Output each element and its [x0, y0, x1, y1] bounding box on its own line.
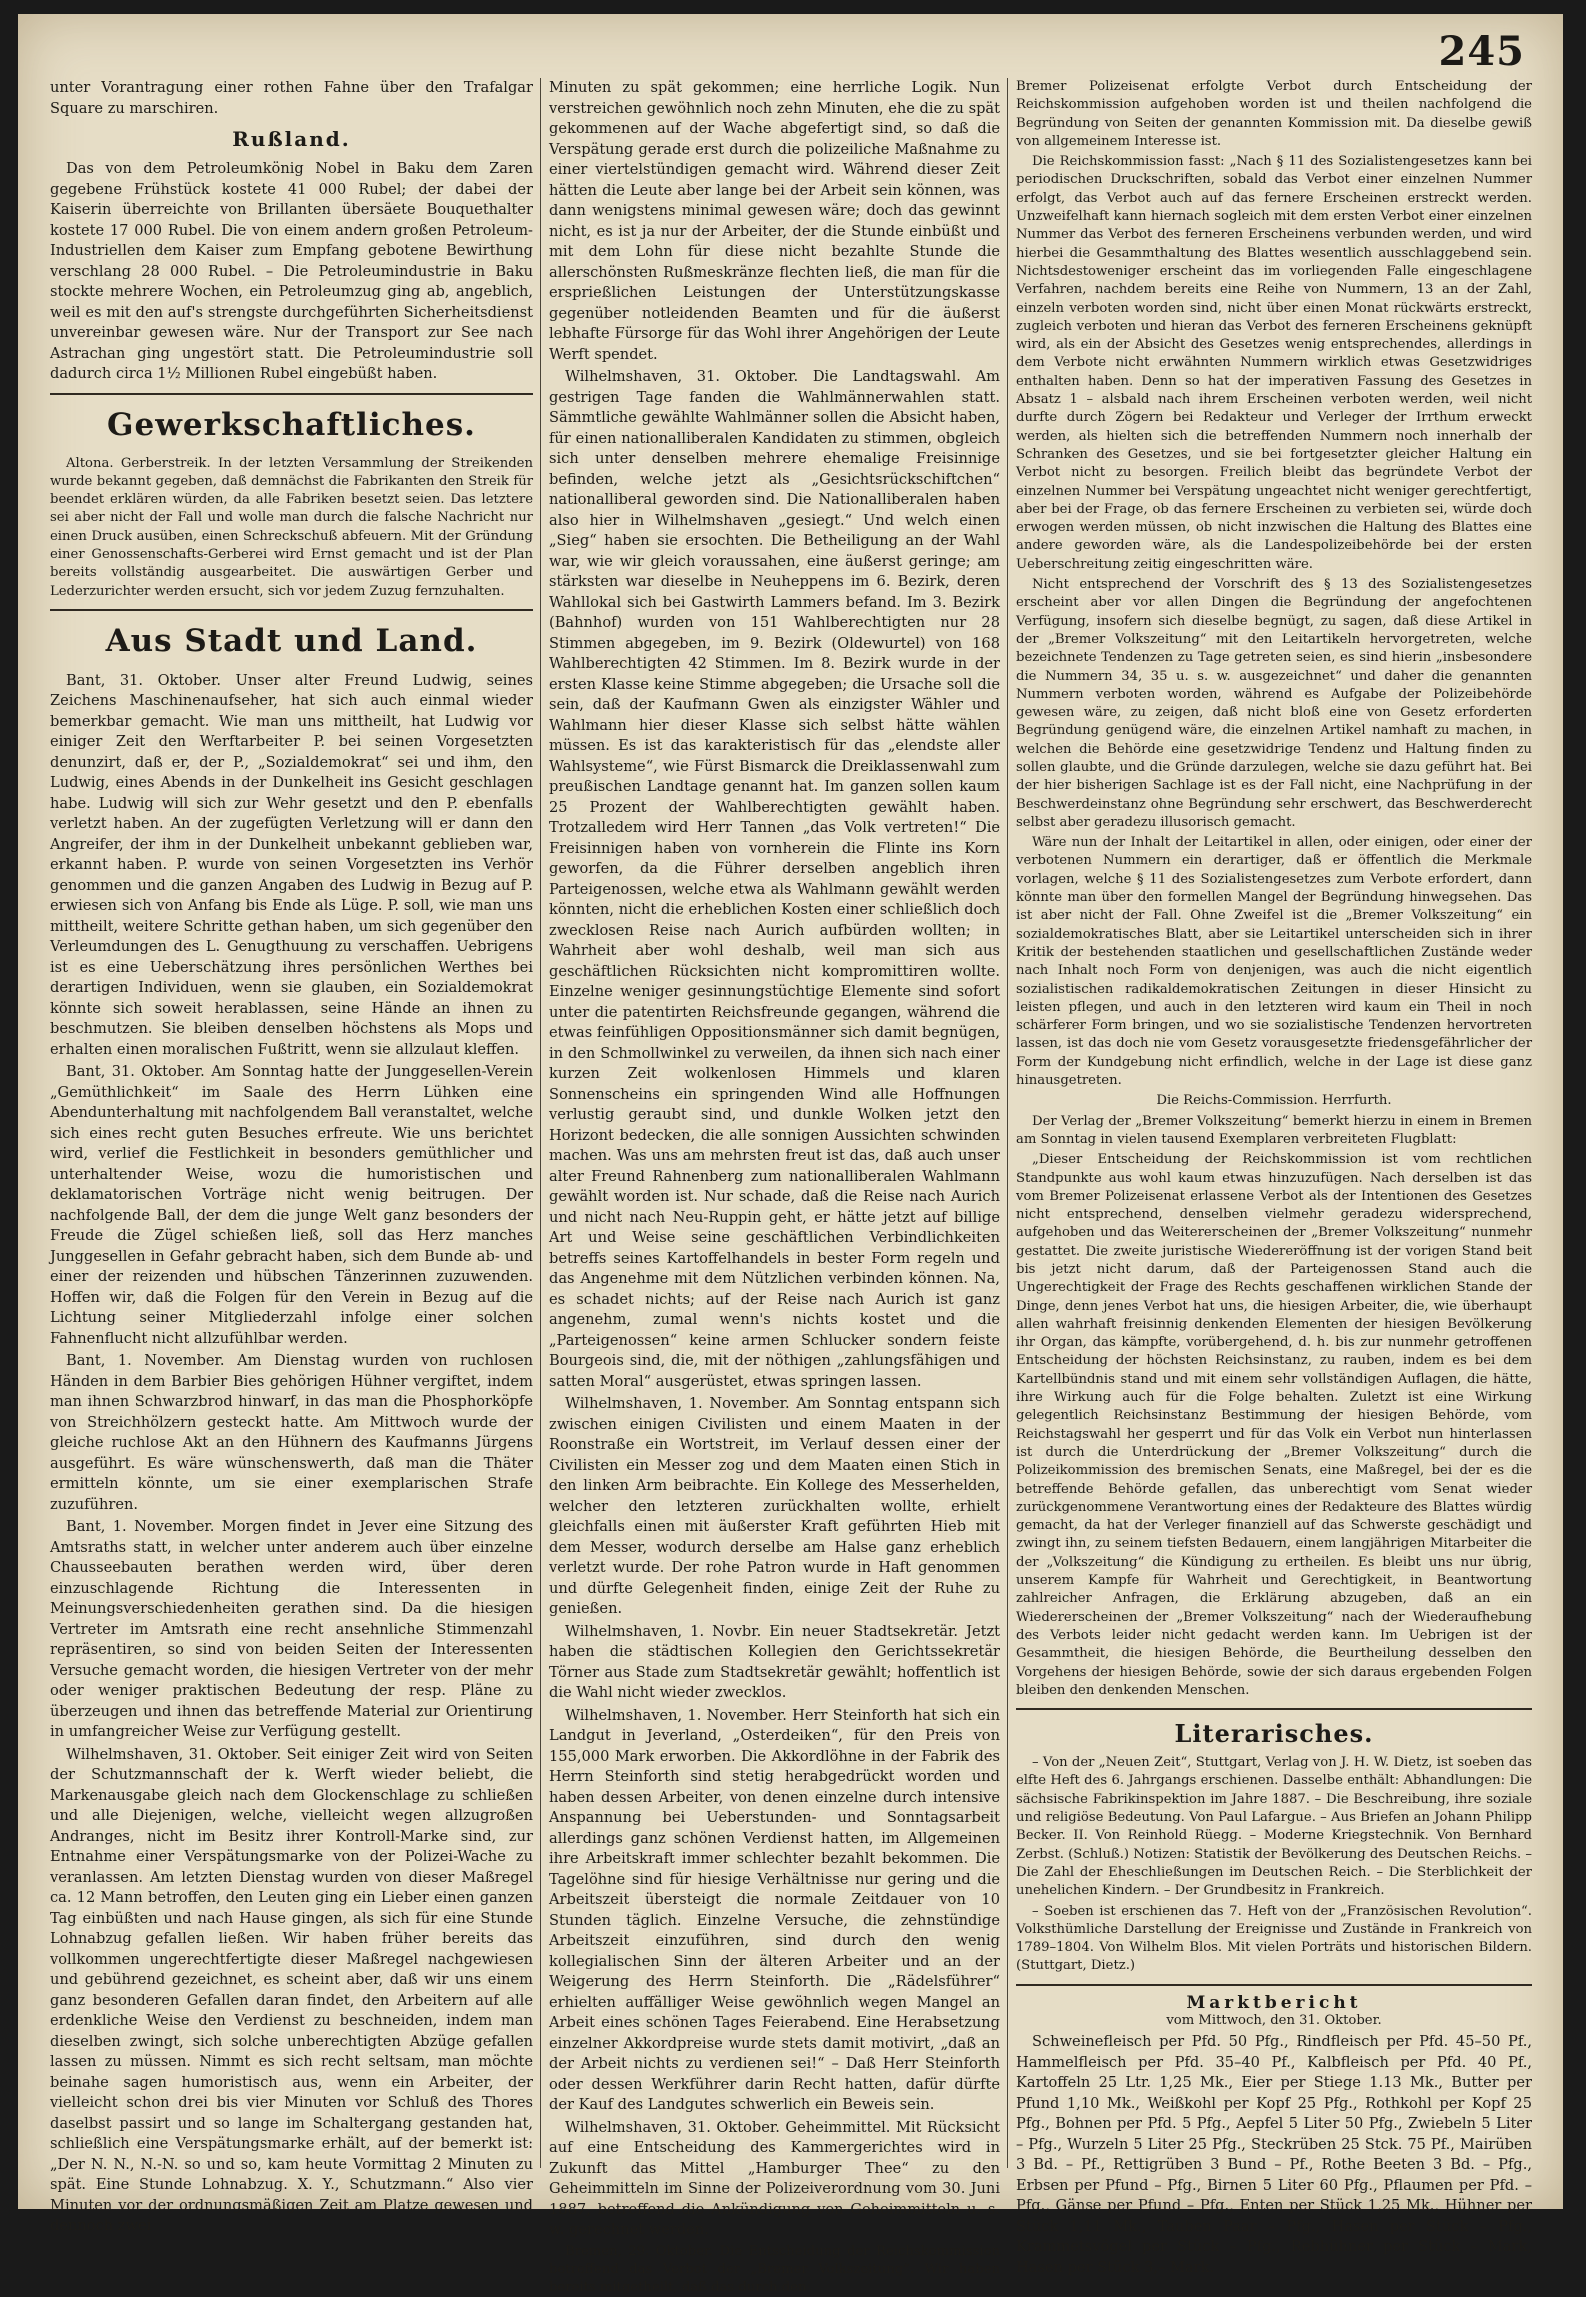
article-continuation: Minuten zu spät gekommen; eine herrliche Logik. Nun verstreichen gewöhnlich noch zehn Minuten, ehe die zu spät gekommenen auf der Wache abgefertigt sind, so daß die Verspätung gerade erst durch die polizeiliche Maßnahme zu einer viertelstündigen gemacht wird. Während dieser Zeit hätten die Leute aber lange bei der Arbeit sein können, was dann wenigstens minimal gewesen wäre; doch das gewinnt nicht, es ist ja nur der Arbeiter, der die Stunde einbüßt und mit dem Lohn für diese nicht bezahlte Stunde die allerschönsten Rußmeskränze flechten ließ, die man für die ersprießlichen Leistungen der Unterstützungskasse gegenüber notleidenden Beamten und für die äußerst lebhafte Fürsorge für das Wohl ihrer Angehörigen der Leute Werft spendet.: [549, 78, 1000, 365]
article-local: Wilhelmshaven, 31. Oktober. Die Landtagswahl. Am gestrigen Tage fanden die Wahlmännerwahlen statt. Sämmtliche gewählte Wahlmänner sollen die Absicht haben, für einen nationalliberalen Kandidaten zu stimmen, obgleich sich unter denselben mehrere ehemalige Freisinnige befinden, welche jetzt als „Gesichtsrückschiftchen“ nationalliberal geworden sind. Die Nationalliberalen haben also hier in Wilhelmshaven „gesiegt.“ Und welch einen „Sieg“ haben sie ersochten. Die Betheiligung an der Wahl war, wie wir gleich voraussahen, eine äußerst geringe; am stärksten war dieselbe in Neuheppens im 6. Bezirk, deren Wahllokal sich bei Gastwirth Lammers befand. Im 3. Bezirk (Bahnhof) wurden von 151 Wahlberechtigten nur 28 Stimmen abgegeben, im 9. Bezirk (Oldewurtel) von 168 Wahlberechtigten 42 Stimmen. Im 8. Bezirk wurde in der ersten Klasse keine Stimme abgegeben; die Ursache soll die sein, daß der Kaufmann Gwen als einzigster Wähler und Wahlmann hier dieser Klasse sich selbst hätte wählen müssen. Es ist das karakteristisch für das „elendste aller Wahlsysteme“, wie Fürst Bismarck die Dreiklassenwahl zum preußischen Landtage genannt hat. Im ganzen sollen kaum 25 Prozent der Wahlberechtigten gewählt haben. Trotzalledem wird Herr Tannen „das Volk vertreten!“ Die Freisinnigen haben von vornherein die Flinte ins Korn geworfen, da die Führer derselben angeblich ihren Parteigenossen, welche etwa als Wahlmann gewählt werden könnten, nicht die erheblichen Kosten einer schließlich doch zwecklosen Reise nach Aurich aufbürden wollten; in Wahrheit aber wohl deshalb, weil man sich aus geschäftlichen Rücksichten nicht kompromittiren wollte. Einzelne weniger gesinnungstüchtige Elemente sind sofort unter die patentirten Reichsfreunde gegangen, während die etwas feinfühligen Oppositionsmänner sich damit begnügen, in den Schmollwinkel zu verweilen, da ihnen sich nach einer kurzen Zeit wolkenlosen Himmels und klaren Sonnenscheins ein springenden Wind alle Hoffnungen verlustig geraubt sind, und dunkle Wolken jetzt den Horizont bedecken, die alle sonnigen Aussichten schwinden machen. Was uns am mehrsten freut ist das, daß auch unser alter Freund Rahnenberg zum nationalliberalen Wahlmann gewählt worden ist. Nur schade, daß die Reise nach Aurich und nicht nach Neu-Ruppin geht, er hätte jetzt auf billige Art und Weise seine geschäftlichen Verbindlichkeiten betreffs seines Kartoffelhandels in bester Form regeln und das Angenehme mit dem Nützlichen verbinden können. Na, es schadet nichts; auf der Reise nach Aurich ist ganz angenehm, zumal wenn's nichts kostet und die „Parteigenossen“ keine armen Schlucker sondern feiste Bourgeois sind, die, mit der nöthigen „zahlungsfähigen und satten Moral“ ausgerüstet, etwas springen lassen.: [549, 367, 1000, 1392]
article-local: Bant, 1. November. Morgen findet in Jever eine Sitzung des Amtsraths statt, in welcher unter anderem auch über einzelne Chausseebauten berathen werden wird, über deren einzuschlagende Richtung die Interessenten in Meinungsverschiedenheiten gerathen sind. Da die hiesigen Vertreter im Amtsrath eine recht ansehnliche Stimmenzahl repräsentiren, so sind von beiden Seiten der Interessenten Versuche gemacht worden, die hiesigen Vertreter von der mehr oder weniger praktischen Bedeutung der resp. Pläne zu überzeugen und ihnen das betreffende Material zur Orientirung in umfangreicher Weise zur Verfügung gestellt.: [50, 1517, 533, 1743]
section-divider: [50, 393, 533, 395]
article-commission: Nicht entsprechend der Vorschrift des § 13 des Sozialistengesetzes erscheint aber vor allen Dingen die Begründung der angefochtenen Verfügung, insofern sich dieselbe begnügt, zu sagen, daß diese Artikel in der „Bremer Volkszeitung“ mit den Leitartikeln hervorgetreten, welche bezeichnete Tendenzen zu Tage getreten seien, es sind hierin „insbesondere die Nummern 34, 35 u. s. w. ausgezeichnet“ und daher die genannten Nummern verboten worden, während es Aufgabe der Polizeibehörde gewesen wäre, zu zeigen, daß nicht bloß eine von Gesetz erforderten Begründung genügend wäre, die einzelnen Artikel namhaft zu machen, in welchen die Behörde eine gesetzwidrige Tendenz und Haltung finden zu sollen glaubte, und die Gründe darzulegen, welche sie dazu geführt hat. Bei der hier bisherigen Sachlage ist es der Fall nicht, eine Nachprüfung in der Beschwerdeinstanz ohne Begründung sehr erschwert, das Beschwerderecht selbst aber geradezu illusorisch gemacht.: [1016, 576, 1532, 832]
section-divider: [1016, 1708, 1532, 1710]
market-date: vom Mittwoch, den 31. Oktober.: [1016, 2012, 1532, 2030]
section-heading-market: Marktbericht: [1016, 1994, 1532, 2012]
column-3: [1016, 78, 1532, 2188]
article-commission: Die Reichskommission fasst: „Nach § 11 des Sozialistengesetzes kann bei periodischen Druckschriften, sobald das Verbot einer einzelnen Nummer erfolgt, das Verbot auch auf das fernere Erscheinen erstreckt werden. Unzweifelhaft kann hiernach sogleich mit dem ersten Verbot einer einzelnen Nummer das Verbot des ferneren Erscheinens verbunden werden, und wird hierbei die Gesammthaltung des Blattes wesentlich ausschlaggebend sein. Nichtsdestoweniger erscheint das im vorliegenden Falle eingeschlagene Verfahren, nachdem bereits eine Reihe von Nummern, 13 an der Zahl, einzeln verboten worden sind, nicht über einen Monat rückwärts erstreckt, zugleich verboten und hieran das Verbot des ferneren Erscheinens geknüpft wird, als ein der Absicht des Gesetzes wenig entsprechendes, allerdings in dem Verbote nicht erwähnten Nummern wirklich etwas Gesetzwidriges enthalten haben. Denn so hat der imperativen Fassung des Gesetzes in Absatz 1 – alsbald nach ihrem Erscheinen verboten werden, weil nicht durfte durch Zögern bei Redakteur und Verleger der Irrthum erweckt werden, als hielten sich die betreffenden Nummern noch innerhalb der Schranken des Gesetzes, und sie bei fortgesetzter gleicher Haltung ein Verbot nicht zu besorgen. Freilich bleibt das begründete Verbot der einzelnen Nummer bei Verspätung ungeachtet nicht weniger gerechtfertigt, aber bei der Frage, ob das fernere Erscheinen zu verbieten sei, würde doch erwogen werden müssen, ob nicht inzwischen die Haltung des Blattes eine andere geworden wäre, als die Landespolizeibehörde bei der ersten Ueberschreitung zeitig eingeschritten wäre.: [1016, 153, 1532, 574]
article-local: Wilhelmshaven, 1. Novbr. Ein neuer Stadtsekretär. Jetzt haben die städtischen Kollegien den Gerichtssekretär Törner aus Stade zum Stadtsekretär gewählt; hoffentlich ist die Wahl nicht wieder zwecklos.: [549, 1622, 1000, 1704]
commission-signature: Die Reichs-Commission. Herrfurth.: [1016, 1092, 1532, 1110]
article-commission: „Dieser Entscheidung der Reichskommission ist vom rechtlichen Standpunkte aus wohl kaum etwas hinzuzufügen. Nach derselben ist das vom Bremer Polizeisenat erlassene Verbot als der Intentionen des Gesetzes nicht entsprechend, denselben vielmehr geradezu widersprechend, aufgehoben und das Weitererscheinen der „Bremer Volkszeitung“ nunmehr gestattet. Die zweite juristische Wiedereröffnung ist der vorigen Stand beit bis jetzt nicht darum, daß der Parteigenossen Stand auch die Ungerechtigkeit der Frage des Rechts geschaffenen wirklichen Stande der Dinge, denn jenes Verbot hat uns, die hiesigen Arbeiter, die, wie überhaupt allen wahrhaft freisinnig denkenden Elementen der hiesigen Bevölkerung ihr Organ, das kämpfte, vorübergehend, d. h. bis zur nunmehr getroffenen Entscheidung der höchsten Reichsinstanz, zu rauben, indem es bei dem Kartellbündnis stand und mit einem sehr vollständigen Auflagen, die hätte, ihre Wirkung auch für die Folge behalten. Zuletzt ist eine Wirkung gelegentlich Reichsinstanz Bestimmung der hiesigen Behörde, vom Reichstagswahl her gesperrt und für das Volk ein Verbot nun hinterlassen ist durch die Unterdrückung der „Bremer Volkszeitung“ durch die Polizeikommission des bremischen Senats, eine Maßregel, bei der es die betreffende Behörde gefallen, das unberechtigt vom Senat wieder zurückgenommene Verantwortung eines der Redakteure des Blattes würdig gemacht, da hat der Verleger finanziell auf das Schwerste geschädigt und zwingt ihn, zu seinem tiefsten Bedauern, einem langjährigen Mitarbeiter die der „Volkszeitung“ die Kündigung zu ertheilen. Es bleibt uns nur übrig, unserem Kampfe für Wahrheit und Gerechtigkeit, in Beantwortung zahlreicher Anfragen, die Erklärung abzugeben, daß an ein Wiedererscheinen der „Bremer Volkszeitung“ nach der Wiederaufhebung des Verbots leider nicht gedacht werden kann. Im Uebrigen ist der Gesammtheit, die hiesigen Behörde, die Beurtheilung desselben den Vorgehens der hiesigen Behörde, sowie der sich daraus ergebenden Folgen bleiben den denkenden Menschen.: [1016, 1151, 1532, 1700]
column-divider: [540, 78, 541, 2168]
section-divider: [1016, 1984, 1532, 1986]
article-union: Altona. Gerberstreik. In der letzten Versammlung der Streikenden wurde bekannt gegeben, daß demnächst die Fabrikanten den Streik für beendet erklären würden, da alle Fabriken besetzt seien. Das letztere sei aber nicht der Fall und wolle man durch die falsche Nachricht nur einen Druck ausüben, einen Schreckschuß abfeuern. Mit der Gründung einer Genossenschafts-Gerberei wird Ernst gemacht und ist der Plan bereits vollständig ausgearbeitet. Die auswärtigen Gerber und Lederzurichter werden ersucht, sich vor jedem Zuzug fernzuhalten.: [50, 455, 533, 601]
article-local: Wilhelmshaven, 31. Oktober. Seit einiger Zeit wird von Seiten der Schutzmannschaft der k. Werft wieder beliebt, die Markenausgabe gleich nach dem Glockenschlage zu schließen und alle Diejenigen, welche, vielleicht wegen allzugroßen Andranges, nicht im Besitz ihrer Kontroll-Marke sind, zur Entnahme einer Verspätungsmarke von der Polizei-Wache zu veranlassen. Am letzten Dienstag wurden von dieser Maßregel ca. 12 Mann betroffen, den Leuten ging ein Lieber einen ganzen Tag einbüßten und nach Hause gingen, als sich für eine Stunde Lohnabzug gefallen ließen. Wir haben früher bereits das vollkommen ungerechtfertigte dieser Maßregel nachgewiesen und gebührend gezeichnet, es scheint aber, daß wir uns einem ganz besonderen Gefallen daran findet, den Arbeitern auf alle erdenkliche Weise den Verdienst zu beschneiden, indem man dieselben zwingt, sich solche unberechtigten Abzüge gefallen lassen zu müssen. Nimmt es sich recht seltsam, man möchte beinahe sagen humoristisch aus, wenn ein Arbeiter, der vielleicht schon drei bis vier Minuten vor Schluß des Thores daselbst passirt und so lange im Schaltergang gestanden hat, schließlich eine Verspätungsmarke erhält, auf der bemerkt ist: „Der N. N., N.-N. so und so, kam heute Vormittag 2 Minuten zu spät. Eine Stunde Lohnabzug. X. Y., Schutzmann.“ Also vier Minuten vor der ordnungsmäßigen Zeit am Platze gewesen und dennoch zwei: [50, 1745, 533, 2237]
article-commission: Wäre nun der Inhalt der Leitartikel in allen, oder einigen, oder einer der verbotenen Nummern ein derartiger, daß er öffentlich die Merkmale vorlagen, welche § 11 des Sozialistengesetzes zum Verbote erfordert, dann könnte man über den formellen Mangel der Begründung hinwegsehen. Das ist aber nicht der Fall. Ohne Zweifel ist die „Bremer Volkszeitung“ ein sozialdemokratisches Blatt, aber sie Leitartikel unterscheiden sich in ihrer Kritik der bestehenden staatlichen und gesellschaftlichen Zustände weder nach Inhalt noch Form von denjenigen, was auch die nicht eigentlich sozialistischen radikaldemokratischen Zeitungen in dieser Hinsicht zu leisten pflegen, und auch in den letzteren wird kaum ein Theil in noch schärferer Form bringen, und wo sie sozialistische Tendenzen hervortreten lassen, ist das doch nie vom Gesetz vorausgesetzte friedensgefährlicher der Form der Kundgebung nicht erfindlich, welche in der Lage ist diese ganz hinausgetreten.: [1016, 834, 1532, 1090]
article-local: Wilhelmshaven, 1. November. Herr Steinforth hat sich ein Landgut in Jeverland, „Osterdeiken“, für den Preis von 155,000 Mark erworben. Die Akkordlöhne in der Fabrik des Herrn Steinforth sind stetig herabgedrückt worden und haben dessen Arbeiter, von denen einzelne durch intensive Anspannung bei Ueberstunden- und Sonntagsarbeit allerdings ganz schönen Verdienst hatten, im Allgemeinen ihre Arbeitskraft immer schlechter bezahlt bekommen. Die Tagelöhne sind für hiesige Verhältnisse nur gering und die Arbeitszeit übersteigt die normale Zeitdauer von 10 Stunden täglich. Einzelne Versuche, die zehnstündige Arbeitszeit einzuführen, sind durch den wenig kollegialischen Sinn der älteren Arbeiter und an der Weigerung des Herrn Steinforth. Die „Rädelsführer“ erhielten auffälliger Weise gewöhnlich wegen Mangel an Arbeit eines schönen Tages Feierabend. Eine Herabsetzung einzelner Akkordpreise wurde stets damit motivirt, „daß an der Arbeit nichts zu verdienen sei!“ – Daß Herr Steinforth oder dessen Werkführer darin Recht hatten, dafür dürfte der Kauf des Landgutes schwerlich ein Beweis sein.: [549, 1706, 1000, 2116]
article-local: Bant, 31. Oktober. Am Sonntag hatte der Junggesellen-Verein „Gemüthlichkeit“ im Saale des Herrn Lühken eine Abendunterhaltung mit nachfolgendem Ball veranstaltet, welche sich eines recht guten Besuches erfreute. Wie uns berichtet wird, verlief die Festlichkeit in besonders gemüthlicher und unterhaltender Weise, wozu die humoristischen und deklamatorischen Vorträge nicht wenig beitrugen. Der nachfolgende Ball, der dem die junge Welt ganz besonders der Freude die Zügel schießen ließ, soll das Herz manches Junggesellen in Gefahr gebracht haben, sich dem Bunde ab- und einer der reizenden und hübschen Tänzerinnen zuzuwenden. Hoffen wir, daß die Folgen für den Verein in Bezug auf die Lichtung seiner Mitgliederzahl infolge einer solchen Fahnenflucht nicht allzufühlbar werden.: [50, 1062, 533, 1349]
article-local: Wilhelmshaven, 1. November. Am Sonntag entspann sich zwischen einigen Civilisten und einem Maaten in der Roonstraße ein Wortstreit, im Verlauf dessen einer der Civilisten ein Messer zog und dem Maaten einen Stich in den linken Arm beibrachte. Ein Kollege des Messerhelden, welcher den letzteren zurückhalten wollte, erhielt gleichfalls einen mit äußerster Kraft geführten Hieb mit dem Messer, wodurch derselbe am Halse ganz erheblich verletzt wurde. Der rohe Patron wurde in Haft genommen und dürfte Gelegenheit finden, einige Zeit der Ruhe zu genießen.: [549, 1394, 1000, 1620]
article-local: Bant, 1. November. Am Dienstag wurden von ruchlosen Händen in dem Barbier Bies gehörigen Hühner vergiftet, indem man ihnen Schwarzbrod hinwarf, in das man die Phosphorköpfe von Streichhölzern gesteckt hatte. Am Mittwoch wurde der gleiche ruchlose Akt an den Hühnern des Kaufmanns Jürgens ausgeführt. Es wäre wünschenswerth, daß man die Thäter ermitteln könnte, um sie einer exemplarischen Strafe zuzuführen.: [50, 1351, 533, 1515]
article-russia: Das von dem Petroleumkönig Nobel in Baku dem Zaren gegebene Frühstück kostete 41 000 Rubel; der dabei der Kaiserin überreichte von Brillanten übersäete Bouquethalter kostete 17 000 Rubel. Die von einem andern großen Petroleum-Industriellen dem Kaiser zum Empfang gebotene Bewirthung verschlang 28 000 Rubel. – Die Petroleumindustrie in Baku stockte mehrere Wochen, ein Petroleumzug ging ab, angeblich, weil es mit den auf's strengste durchgeführten Sicherheitsdienst unvereinbar gewesen wäre. Nur der Transport zur See nach Astrachan ging ungestört statt. Die Petroleumindustrie soll dadurch circa 1½ Millionen Rubel eingebüßt haben.: [50, 159, 533, 385]
column-divider: [1007, 78, 1008, 2168]
article-continuation: unter Vorantragung einer rothen Fahne über den Trafalgar Square zu marschiren.: [50, 78, 533, 119]
section-divider: [50, 609, 533, 611]
column-1: [50, 78, 533, 2188]
article-local: Bremen, 29. Oktober. Die Entscheidung der Reichskommission betreffend das Verbot der „Bremer Volkszeitung“. Wir haben bereits mitgetheilt, daß das durch den: [549, 2243, 1000, 2297]
section-heading-literature: Literarisches.: [1016, 1718, 1532, 1750]
article-local: Bant, 31. Oktober. Unser alter Freund Ludwig, seines Zeichens Maschinenaufseher, hat sich auch einmal wieder bemerkbar gemacht. Wie man uns mittheilt, hat Ludwig vor einiger Zeit den Werftarbeiter P. bei seinen Vorgesetzten denunzirt, daß er, der P., „Sozialdemokrat“ sei und ihm, den Ludwig, eines Abends in der Dunkelheit ins Gesicht geschlagen habe. Ludwig will sich zur Wehr gesetzt und den P. ebenfalls verletzt haben. An der zugefügten Verletzung will er dann den Angreifer, der ihm in der Dunkelheit unbekannt geblieben war, erkannt haben. P. wurde von seinen Vorgesetzten ins Verhör genommen und die ganzen Angaben des Ludwig in Bezug auf P. erwiesen sich von Anfang bis Ende als Lüge. P. soll, wie man uns mittheilt, weitere Schritte gethan haben, um sich gegenüber den Verleumdungen des L. Genugthuung zu verschaffen. Uebrigens ist es eine Ueberschätzung ihres persönlichen Werthes bei derartigen Individuen, wenn sie glauben, ein Sozialdemokrat könnte sich soweit herablassen, seine Hände an ihnen zu beschmutzen. Sie bleiben denselben höchstens als Mops und erhalten einen moralischen Fußtritt, wenn sie allzulaut kleffen.: [50, 671, 533, 1061]
article-literature: – Von der „Neuen Zeit“, Stuttgart, Verlag von J. H. W. Dietz, ist soeben das elfte Heft des 6. Jahrgangs erschienen. Dasselbe enthält: Abhandlungen: Die sächsische Fabrikinspektion im Jahre 1887. – Die Beschreibung, ihre soziale und religiöse Bedeutung. Von Paul Lafargue. – Aus Briefen an Johann Philipp Becker. II. Von Reinhold Rüegg. – Moderne Kriegstechnik. Von Bernhard Zerbst. (Schluß.) Notizen: Statistik der Bevölkerung des Deutschen Reichs. – Die Zahl der Eheschließungen im Deutschen Reich. – Die Sterblichkeit der unehelichen Kindern. – Der Grundbesitz in Frankreich.: [1016, 1754, 1532, 1900]
article-local: Wilhelmshaven, 31. Oktober. Geheimmittel. Mit Rücksicht auf eine Entscheidung des Kammergerichtes wird in Zukunft das Mittel „Hamburger Thee“ zu den Geheimmitteln im Sinne der Polizeiverordnung vom 30. Juni 1887, betreffend die Ankündigung von Geheimmitteln u. s. w. gerechnet werden.: [549, 2118, 1000, 2241]
section-heading-local: Aus Stadt und Land.: [50, 621, 533, 661]
article-commission: Der Verlag der „Bremer Volkszeitung“ bemerkt hierzu in einem in Bremen am Sonntag in vielen tausend Exemplaren verbreiteten Flugblatt:: [1016, 1113, 1532, 1150]
page-number: 245: [1439, 28, 1526, 75]
section-heading-russia: Rußland.: [50, 125, 533, 153]
column-2: [549, 78, 1000, 2188]
newspaper-page: [18, 14, 1563, 2209]
section-heading-union: Gewerkschaftliches.: [50, 405, 533, 445]
article-continuation: Bremer Polizeisenat erfolgte Verbot durch Entscheidung der Reichskommission aufgehoben worden ist und theilen nachfolgend die Begründung von Seiten der genannten Kommission mit. Da dieselbe gewiß von allgemeinem Interesse ist.: [1016, 78, 1532, 151]
article-literature: – Soeben ist erschienen das 7. Heft von der „Französischen Revolution“. Volksthümliche Darstellung der Ereignisse und Zustände in Frankreich von 1789–1804. Von Wilhelm Blos. Mit vielen Porträts und historischen Bildern. (Stuttgart, Dietz.): [1016, 1903, 1532, 1976]
market-report: Schweinefleisch per Pfd. 50 Pfg., Rindfleisch per Pfd. 45–50 Pf., Hammelfleisch per Pfd. 35–40 Pf., Kalbfleisch per Pfd. 40 Pf., Kartoffeln 25 Ltr. 1,25 Mk., Eier per Stiege 1.13 Mk., Butter per Pfund 1,10 Mk., Weißkohl per Kopf 25 Pfg., Rothkohl per Kopf 25 Pfg., Bohnen per Pfd. 5 Pfg., Aepfel 5 Liter 50 Pfg., Zwiebeln 5 Liter – Pfg., Wurzeln 5 Liter 25 Pfg., Steckrüben 25 Stck. 75 Pf., Mairüben 3 Bd. – Pf., Rettigrüben 3 Bund – Pf., Rothe Beeten 3 Bd. – Pfg., Erbsen per Pfund – Pfg., Birnen 5 Liter 60 Pfg., Pflaumen per Pfd. – Pfg., Gänse per Pfund – Pfg., Enten per Stück 1,25 Mk., Hühner per Stück 1,11 Mk., Tauben Paar – Pfg., Hasen per Stück – Pfg., Krammetsvögel per Stück – Pfg., Rebhühner per Stück – Mark, Hasen per Stück 3,– Mark.: [1016, 2032, 1532, 2278]
